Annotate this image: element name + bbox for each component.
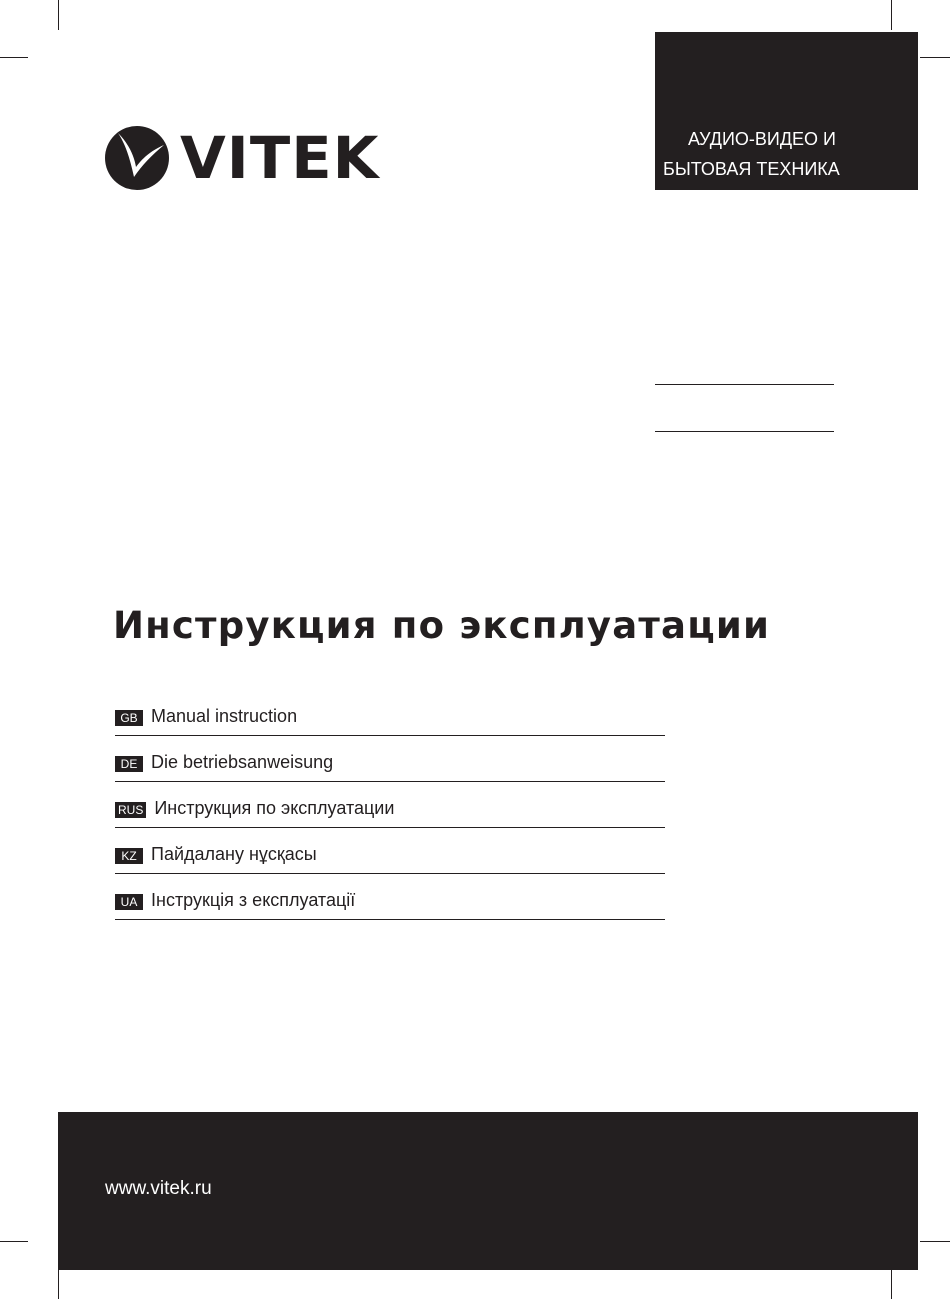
language-label: Manual instruction: [151, 706, 298, 726]
model-blank-line-1: [655, 384, 834, 385]
crop-mark-bottom-left-h: [0, 1241, 28, 1242]
crop-mark-bottom-right-h: [920, 1241, 950, 1242]
language-label: Die betriebsanweisung: [151, 752, 334, 772]
language-item-ua: [115, 874, 665, 920]
brand-wordmark: VITEK: [180, 124, 380, 192]
language-item-de: [115, 736, 665, 782]
crop-mark-bottom-right: [891, 1270, 892, 1299]
crop-mark-top-left-h: [0, 57, 28, 58]
website-link[interactable]: www.vitek.ru: [105, 1178, 212, 1199]
footer-band: [58, 1112, 918, 1270]
category-line-1: АУДИО-ВИДЕО И: [687, 129, 836, 149]
language-item-gb: [115, 690, 665, 736]
crop-mark-top-right: [891, 0, 892, 30]
language-item-rus: [115, 782, 665, 828]
language-code-badge: UA: [115, 894, 143, 910]
brand-logo: [104, 122, 380, 194]
language-code-badge: RUS: [115, 802, 146, 818]
crop-mark-bottom-left: [58, 1270, 59, 1299]
category-box: [655, 32, 918, 190]
page-title: Инструкция по эксплуатации: [113, 604, 771, 647]
crop-mark-top-left: [58, 0, 59, 30]
language-code-badge: KZ: [115, 848, 143, 864]
model-blank-line-2: [655, 431, 834, 432]
language-code-badge: DE: [115, 756, 143, 772]
crop-mark-top-right-h: [920, 57, 950, 58]
language-label: Інструкція з експлуатації: [151, 890, 356, 910]
language-item-kz: [115, 828, 665, 874]
category-line-2: БЫТОВАЯ ТЕХНИКА: [663, 159, 840, 179]
language-label: Инструкция по эксплуатации: [154, 798, 395, 818]
language-label: Пайдалану нұсқасы: [151, 844, 317, 864]
vitek-v-emblem-icon: [104, 125, 170, 191]
language-list: [115, 690, 665, 920]
language-code-badge: GB: [115, 710, 143, 726]
